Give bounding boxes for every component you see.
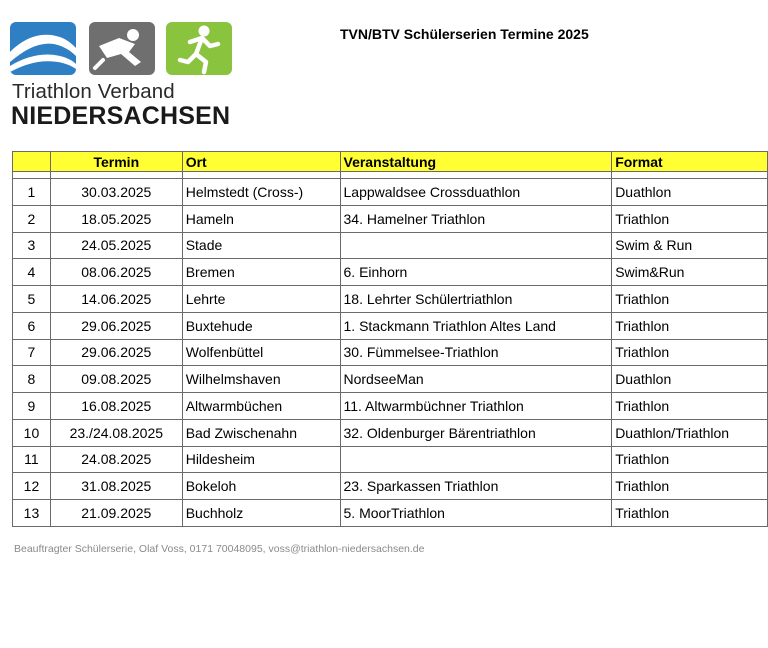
cell-number: 3 bbox=[13, 232, 51, 259]
table-row bbox=[13, 312, 768, 339]
cell-ort: Buxtehude bbox=[182, 312, 340, 339]
cell-veranstaltung: 34. Hamelner Triathlon bbox=[340, 205, 612, 232]
cell-veranstaltung: Lappwaldsee Crossduathlon bbox=[340, 179, 612, 206]
triathlon-verband-logo bbox=[10, 22, 235, 128]
cell-number: 11 bbox=[13, 446, 51, 473]
cell-veranstaltung: 11. Altwarmbüchner Triathlon bbox=[340, 393, 612, 420]
cell-ort: Wolfenbüttel bbox=[182, 339, 340, 366]
cell-format: Triathlon bbox=[612, 312, 768, 339]
cell-ort: Bremen bbox=[182, 259, 340, 286]
table-row bbox=[13, 393, 768, 420]
cell-number: 4 bbox=[13, 259, 51, 286]
cell-ort: Hildesheim bbox=[182, 446, 340, 473]
cell-veranstaltung: 6. Einhorn bbox=[340, 259, 612, 286]
cell-format: Triathlon bbox=[612, 446, 768, 473]
spacer-row bbox=[13, 172, 768, 179]
spacer-cell bbox=[50, 172, 182, 179]
cell-termin: 31.08.2025 bbox=[50, 473, 182, 500]
table-row bbox=[13, 286, 768, 313]
spacer-cell bbox=[13, 172, 51, 179]
cell-termin: 29.06.2025 bbox=[50, 312, 182, 339]
schedule-body bbox=[13, 172, 768, 527]
spacer-cell bbox=[182, 172, 340, 179]
cell-ort: Altwarmbüchen bbox=[182, 393, 340, 420]
table-row bbox=[13, 419, 768, 446]
cell-number: 9 bbox=[13, 393, 51, 420]
cell-termin: 24.05.2025 bbox=[50, 232, 182, 259]
cell-number: 12 bbox=[13, 473, 51, 500]
cell-termin: 18.05.2025 bbox=[50, 205, 182, 232]
cell-veranstaltung: 23. Sparkassen Triathlon bbox=[340, 473, 612, 500]
swim-icon bbox=[10, 22, 76, 75]
cell-termin: 21.09.2025 bbox=[50, 500, 182, 527]
cell-ort: Buchholz bbox=[182, 500, 340, 527]
cell-format: Triathlon bbox=[612, 393, 768, 420]
cell-number: 10 bbox=[13, 419, 51, 446]
cell-termin: 14.06.2025 bbox=[50, 286, 182, 313]
cell-veranstaltung: 30. Fümmelsee-Triathlon bbox=[340, 339, 612, 366]
cell-format: Duathlon/Triathlon bbox=[612, 419, 768, 446]
cell-number: 2 bbox=[13, 205, 51, 232]
cell-number: 1 bbox=[13, 179, 51, 206]
schedule-table bbox=[12, 151, 768, 527]
cell-termin: 30.03.2025 bbox=[50, 179, 182, 206]
table-header-row bbox=[13, 152, 768, 172]
cell-ort: Bad Zwischenahn bbox=[182, 419, 340, 446]
table-row bbox=[13, 366, 768, 393]
cell-number: 7 bbox=[13, 339, 51, 366]
cell-format: Swim&Run bbox=[612, 259, 768, 286]
cell-termin: 09.08.2025 bbox=[50, 366, 182, 393]
footer-contact: Beauftragter Schülerserie, Olaf Voss, 0171 70048095, voss@triathlon-niedersachsen.de bbox=[14, 543, 425, 555]
cell-veranstaltung: 32. Oldenburger Bärentriathlon bbox=[340, 419, 612, 446]
cell-veranstaltung: 18. Lehrter Schülertriathlon bbox=[340, 286, 612, 313]
cell-ort: Hameln bbox=[182, 205, 340, 232]
table-row bbox=[13, 339, 768, 366]
table-row bbox=[13, 473, 768, 500]
table-row bbox=[13, 446, 768, 473]
cell-ort: Stade bbox=[182, 232, 340, 259]
cell-format: Duathlon bbox=[612, 179, 768, 206]
cell-veranstaltung: 5. MoorTriathlon bbox=[340, 500, 612, 527]
cell-ort: Helmstedt (Cross-) bbox=[182, 179, 340, 206]
cell-number: 6 bbox=[13, 312, 51, 339]
spacer-cell bbox=[612, 172, 768, 179]
cell-format: Triathlon bbox=[612, 286, 768, 313]
table-row bbox=[13, 179, 768, 206]
cell-ort: Bokeloh bbox=[182, 473, 340, 500]
bike-icon bbox=[89, 22, 155, 75]
cell-termin: 16.08.2025 bbox=[50, 393, 182, 420]
cell-number: 5 bbox=[13, 286, 51, 313]
table-row bbox=[13, 232, 768, 259]
table-row bbox=[13, 205, 768, 232]
logo-text-line1: Triathlon Verband bbox=[12, 80, 175, 103]
cell-veranstaltung bbox=[340, 232, 612, 259]
table-row bbox=[13, 500, 768, 527]
header-veranstaltung: Veranstaltung bbox=[340, 152, 612, 172]
cell-termin: 08.06.2025 bbox=[50, 259, 182, 286]
cell-format: Triathlon bbox=[612, 205, 768, 232]
cell-format: Swim & Run bbox=[612, 232, 768, 259]
cell-termin: 29.06.2025 bbox=[50, 339, 182, 366]
cell-format: Duathlon bbox=[612, 366, 768, 393]
header-number bbox=[13, 152, 51, 172]
cell-format: Triathlon bbox=[612, 339, 768, 366]
spacer-cell bbox=[340, 172, 612, 179]
cell-ort: Wilhelmshaven bbox=[182, 366, 340, 393]
cell-veranstaltung: NordseeMan bbox=[340, 366, 612, 393]
cell-number: 8 bbox=[13, 366, 51, 393]
cell-termin: 24.08.2025 bbox=[50, 446, 182, 473]
cell-veranstaltung bbox=[340, 446, 612, 473]
cell-veranstaltung: 1. Stackmann Triathlon Altes Land bbox=[340, 312, 612, 339]
cell-termin: 23./24.08.2025 bbox=[50, 419, 182, 446]
page-title: TVN/BTV Schülerserien Termine 2025 bbox=[340, 26, 589, 42]
header-format: Format bbox=[612, 152, 768, 172]
cell-format: Triathlon bbox=[612, 500, 768, 527]
cell-number: 13 bbox=[13, 500, 51, 527]
header-ort: Ort bbox=[182, 152, 340, 172]
header-termin: Termin bbox=[50, 152, 182, 172]
table-row bbox=[13, 259, 768, 286]
cell-format: Triathlon bbox=[612, 473, 768, 500]
cell-ort: Lehrte bbox=[182, 286, 340, 313]
run-icon bbox=[166, 22, 232, 75]
logo-text-line2: NIEDERSACHSEN bbox=[11, 102, 231, 130]
